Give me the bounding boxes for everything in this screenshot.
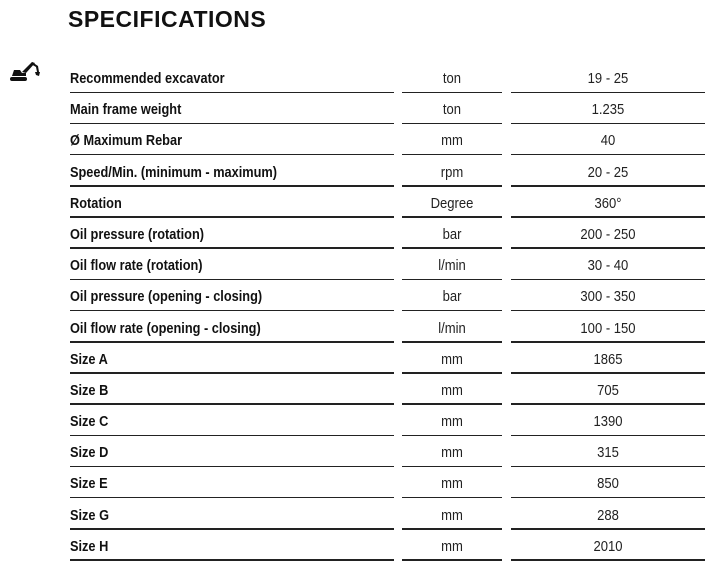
spec-value: 100 - 150	[580, 320, 636, 337]
spec-label: Size B	[70, 382, 109, 399]
spec-unit: mm	[441, 414, 463, 431]
spec-label: Size E	[70, 476, 108, 493]
spec-label: Recommended excavator	[70, 71, 225, 87]
spec-unit: ton	[442, 102, 462, 119]
spec-value: 850	[597, 476, 619, 493]
spec-unit: bar	[442, 289, 462, 306]
spec-label: Main frame weight	[70, 102, 182, 119]
spec-label: Oil flow rate (opening - closing)	[70, 320, 261, 337]
table-row	[0, 155, 725, 186]
table-row	[0, 467, 725, 498]
spec-value: 705	[597, 382, 619, 399]
spec-unit: mm	[441, 476, 463, 493]
table-row	[0, 374, 725, 405]
table-row	[0, 343, 725, 374]
spec-table	[0, 56, 725, 561]
spec-unit: Degree	[430, 195, 474, 212]
spec-value: 200 - 250	[580, 226, 636, 243]
page-title: SPECIFICATIONS	[68, 6, 267, 32]
spec-value: 315	[597, 445, 619, 462]
spec-value: 2010	[593, 538, 623, 555]
table-row	[0, 530, 725, 561]
spec-unit: mm	[441, 382, 463, 399]
spec-unit: l/min	[438, 258, 466, 275]
table-row	[0, 280, 725, 311]
spec-value: 40	[600, 133, 616, 150]
spec-unit: rpm	[440, 164, 464, 181]
spec-label: Size A	[70, 351, 108, 368]
spec-value: 288	[597, 507, 619, 524]
spec-label: Size H	[70, 538, 109, 555]
spec-value: 360°	[594, 195, 622, 212]
spec-value: 1390	[593, 414, 623, 431]
spec-value: 1.235	[591, 102, 625, 119]
row-divider	[70, 559, 394, 561]
table-row	[0, 311, 725, 342]
spec-value: 19 - 25	[587, 71, 629, 87]
spec-unit: mm	[441, 538, 463, 555]
table-row	[0, 56, 725, 93]
table-row	[0, 218, 725, 249]
spec-value: 300 - 350	[580, 289, 636, 306]
spec-unit: mm	[441, 507, 463, 524]
row-divider	[511, 559, 705, 561]
spec-label: Size D	[70, 445, 109, 462]
spec-unit: mm	[441, 351, 463, 368]
spec-value: 30 - 40	[587, 258, 629, 275]
table-row	[0, 124, 725, 155]
spec-unit: l/min	[438, 320, 466, 337]
spec-unit: ton	[442, 71, 462, 87]
spec-unit: mm	[441, 133, 463, 150]
spec-label: Oil pressure (rotation)	[70, 226, 205, 243]
table-row	[0, 249, 725, 280]
table-row	[0, 93, 725, 124]
table-row	[0, 187, 725, 218]
spec-unit: mm	[441, 445, 463, 462]
spec-label: Ø Maximum Rebar	[70, 133, 183, 150]
table-row	[0, 405, 725, 436]
spec-label: Size C	[70, 414, 109, 431]
spec-unit: bar	[442, 226, 462, 243]
spec-value: 20 - 25	[587, 164, 629, 181]
table-row	[0, 498, 725, 529]
spec-label: Oil pressure (opening - closing)	[70, 289, 263, 306]
row-divider	[402, 559, 502, 561]
spec-value: 1865	[593, 351, 623, 368]
spec-label: Oil flow rate (rotation)	[70, 258, 203, 275]
spec-label: Size G	[70, 507, 110, 524]
spec-label: Speed/Min. (minimum - maximum)	[70, 164, 278, 181]
spec-label: Rotation	[70, 195, 122, 212]
table-row	[0, 436, 725, 467]
